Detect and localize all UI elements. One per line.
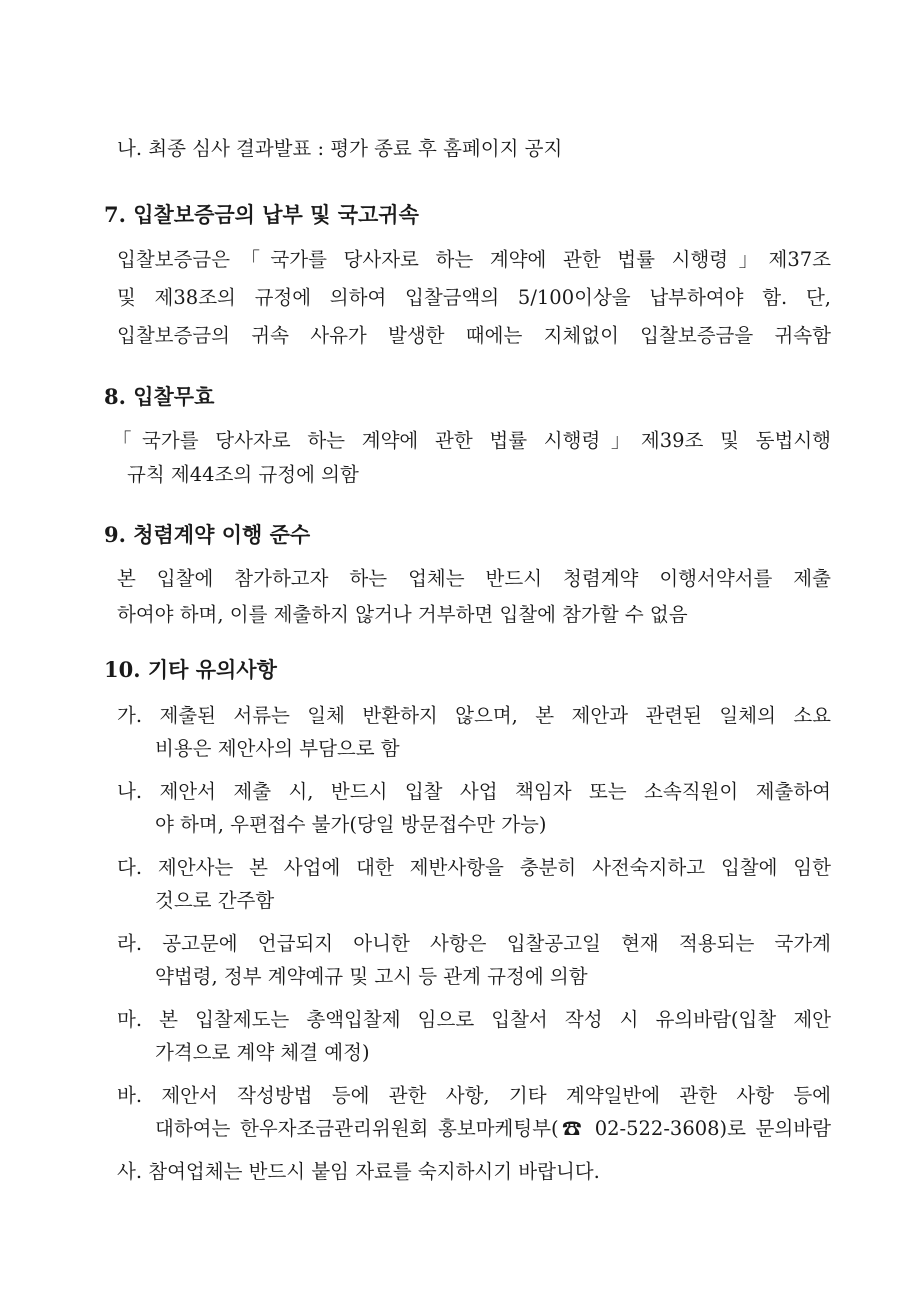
intro-item: 나. 최종 심사 결과발표 : 평가 종료 후 홈페이지 공지 — [117, 137, 563, 160]
list-item-ga-line-1: 가. 제출된 서류는 일체 반환하지 않으며, 본 제안과 관련된 일체의 소요 — [117, 704, 831, 727]
list-item-ma-line-1: 마. 본 입찰제도는 총액입찰제 임으로 입찰서 작성 시 유의바람(입찰 제안 — [117, 1008, 831, 1031]
section-7-line-1: 입찰보증금은「국가를 당사자로 하는 계약에 관한 법률 시행령」제37조 — [117, 248, 831, 271]
list-item-ra-line-1: 라. 공고문에 언급되지 아니한 사항은 입찰공고일 현재 적용되는 국가계 — [117, 932, 831, 955]
list-item-da-line-1: 다. 제안사는 본 사업에 대한 제반사항을 충분히 사전숙지하고 입찰에 임한 — [117, 856, 831, 879]
list-item-na-line-2: 야 하며, 우편접수 불가(당일 방문접수만 가능) — [155, 813, 547, 836]
section-9-line-1: 본 입찰에 참가하고자 하는 업체는 반드시 청렴계약 이행서약서를 제출 — [117, 567, 831, 590]
section-8-heading: 8. 입찰무효 — [104, 384, 215, 409]
section-7-line-2: 및 제38조의 규정에 의하여 입찰금액의 5/100이상을 납부하여야 함. 단, — [117, 286, 831, 309]
list-item-ma-line-2: 가격으로 계약 체결 예정) — [155, 1041, 370, 1064]
list-item-ba-line-2: 대하여는 한우자조금관리위원회 홍보마케팅부(☎ 02-522-3608)로 문의바람 — [155, 1117, 831, 1140]
list-item-ga-line-2: 비용은 제안사의 부담으로 함 — [155, 737, 400, 760]
list-item-da-line-2: 것으로 간주함 — [155, 889, 275, 912]
section-9-heading: 9. 청렴계약 이행 준수 — [104, 522, 311, 547]
section-7-line-3: 입찰보증금의 귀속 사유가 발생한 때에는 지체없이 입찰보증금을 귀속함 — [117, 324, 831, 347]
section-9-line-2: 하여야 하며, 이를 제출하지 않거나 거부하면 입찰에 참가할 수 없음 — [117, 603, 688, 626]
list-item-ra-line-2: 약법령, 정부 계약예규 및 고시 등 관계 규정에 의함 — [155, 965, 588, 988]
list-item-ba-line-1: 바. 제안서 작성방법 등에 관한 사항, 기타 계약일반에 관한 사항 등에 — [117, 1084, 831, 1107]
section-8-line-1: 「국가를 당사자로 하는 계약에 관한 법률 시행령」제39조 및 동법시행 — [112, 429, 831, 452]
list-item-na-line-1: 나. 제안서 제출 시, 반드시 입찰 사업 책임자 또는 소속직원이 제출하여 — [117, 780, 831, 803]
section-8-line-2: 규칙 제44조의 규정에 의함 — [127, 463, 359, 486]
section-7-heading: 7. 입찰보증금의 납부 및 국고귀속 — [104, 202, 419, 227]
list-item-sa-line-1: 사. 참여업체는 반드시 붙임 자료를 숙지하시기 바랍니다. — [117, 1160, 600, 1183]
section-10-heading: 10. 기타 유의사항 — [104, 657, 277, 682]
